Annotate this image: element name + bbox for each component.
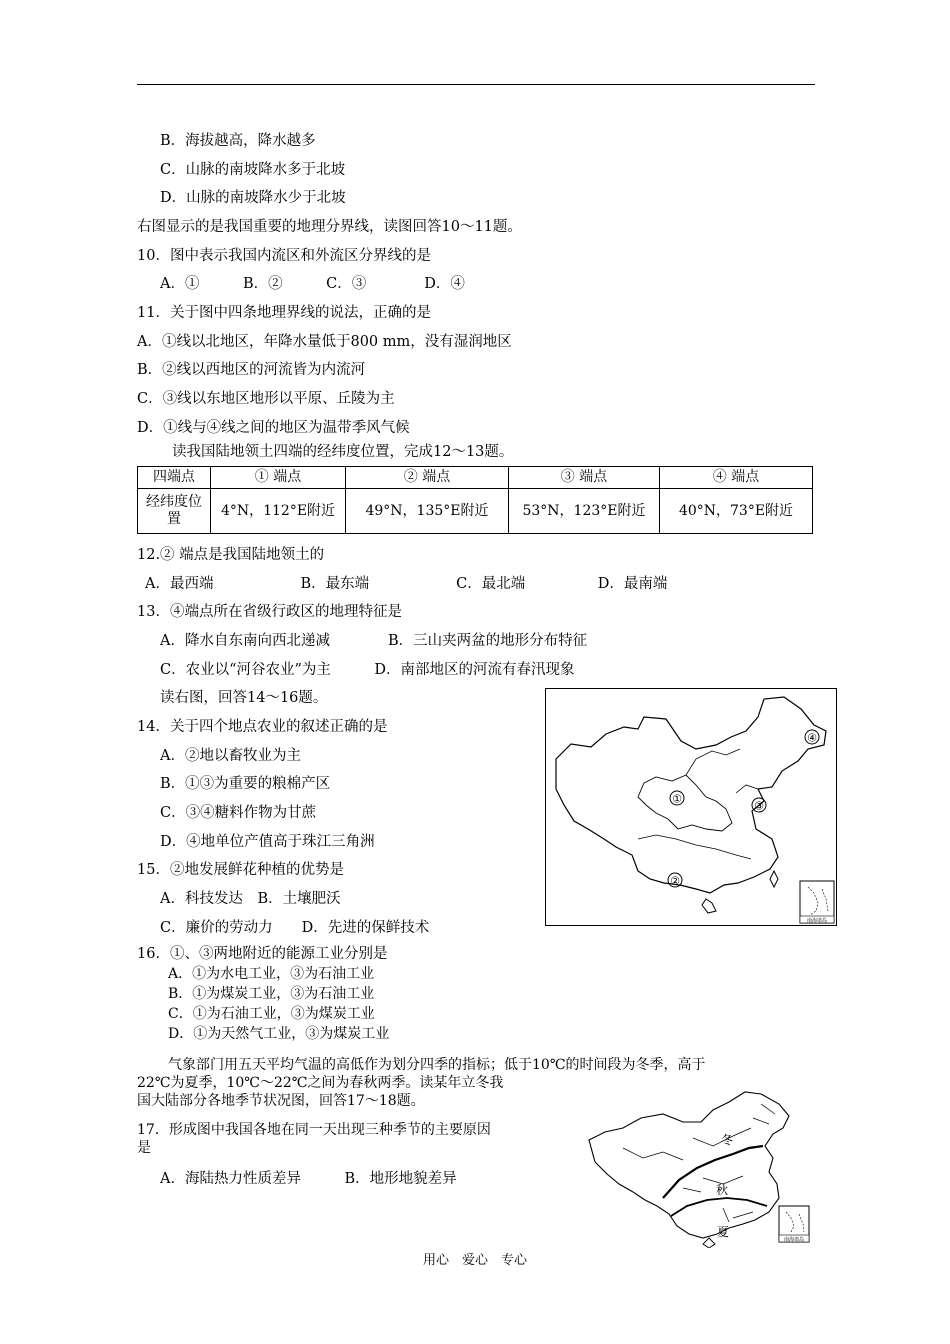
q14-option-b: B．①③为重要的粮棉产区	[160, 776, 331, 792]
intro-q10-11: 右图显示的是我国重要的地理分界线，读图回答10～11题。	[137, 219, 522, 235]
season-outline-map	[583, 1088, 815, 1248]
extremity-table	[137, 466, 813, 534]
table-header-cell: ① 端点	[211, 467, 346, 489]
point-4	[805, 730, 819, 745]
table-cell: 53°N，123°E附近	[509, 489, 660, 534]
q17-stem-line2: 是	[137, 1140, 151, 1156]
q12-stem: 12.② 端点是我国陆地领土的	[137, 547, 325, 563]
south-china-sea-inset	[779, 1206, 809, 1243]
china-outline-map	[546, 689, 836, 925]
svg-text:①: ①	[672, 792, 682, 806]
point-2	[668, 873, 682, 888]
q14-option-d: D．④地单位产值高于珠江三角洲	[160, 834, 375, 850]
point-3	[752, 798, 766, 813]
q17-options: A．海陆热力性质差异 B．地形地貌差异	[160, 1171, 457, 1187]
q11-option-b: B．②线以西地区的河流皆为内流河	[137, 362, 366, 378]
q11-stem: 11．关于图中四条地理界线的说法，正确的是	[137, 305, 431, 321]
china-map-points	[545, 688, 837, 926]
q16-option-c: C．①为石油工业，③为煤炭工业	[168, 1006, 375, 1022]
label-summer: 夏	[717, 1225, 730, 1239]
table-header-cell: ③ 端点	[509, 467, 660, 489]
svg-text:南海诸岛: 南海诸岛	[783, 1237, 805, 1243]
table-cell: 40°N，73°E附近	[660, 489, 813, 534]
svg-text:南海诸岛: 南海诸岛	[806, 918, 828, 924]
label-winter: 冬	[721, 1133, 734, 1147]
q13-options-cd: C．农业以“河谷农业”为主 D．南部地区的河流有春汛现象	[160, 662, 575, 678]
q15-stem: 15．②地发展鲜花种植的优势是	[137, 862, 344, 878]
q11-option-a: A．①线以北地区，年降水量低于800 mm，没有湿润地区	[137, 334, 512, 350]
q14-stem: 14．关于四个地点农业的叙述正确的是	[137, 719, 388, 735]
season-map	[583, 1088, 815, 1248]
q16-option-a: A．①为水电工业，③为石油工业	[168, 966, 375, 982]
q16-option-b: B．①为煤炭工业，③为石油工业	[168, 986, 375, 1002]
q16-option-d: D．①为天然气工业，③为煤炭工业	[168, 1026, 390, 1042]
q10-stem: 10．图中表示我国内流区和外流区分界线的是	[137, 248, 431, 264]
table-cell: 4°N，112°E附近	[211, 489, 346, 534]
q9-option-d: D．山脉的南坡降水少于北坡	[160, 190, 346, 206]
intro-q17-18-line1: 气象部门用五天平均气温的高低作为划分四季的指标；低于10℃的时间段为冬季，高于	[168, 1057, 706, 1073]
intro-q17-18-line3: 国大陆部分各地季节状况图，回答17～18题。	[137, 1093, 425, 1109]
label-autumn: 秋	[716, 1183, 729, 1197]
q14-option-c: C．③④糖料作物为甘蔗	[160, 805, 317, 821]
intro-q12-13: 读我国陆地领土四端的经纬度位置，完成12～13题。	[172, 444, 514, 460]
q10-options: A．① B．② C．③ D．④	[160, 276, 465, 292]
table-header-cell: 四端点	[138, 467, 211, 489]
intro-q14-16: 读右图，回答14～16题。	[160, 690, 328, 706]
table-row-label: 经纬度位置	[138, 489, 211, 534]
point-1	[670, 791, 684, 806]
table-header-cell: ② 端点	[346, 467, 509, 489]
intro-q17-18-line2: 22℃为夏季，10℃～22℃之间为春秋两季。读某年立冬我	[137, 1075, 504, 1091]
q17-stem-line1: 17．形成图中我国各地在同一天出现三种季节的主要原因	[137, 1122, 491, 1138]
q13-options-ab: A．降水自东南向西北递减 B．三山夹两盆的地形分布特征	[160, 633, 588, 649]
svg-text:③: ③	[754, 799, 764, 813]
q15-options-ab: A．科技发达 B．土壤肥沃	[160, 891, 341, 907]
svg-text:②: ②	[670, 874, 680, 888]
q9-option-c: C．山脉的南坡降水多于北坡	[160, 162, 346, 178]
q13-stem: 13．④端点所在省级行政区的地理特征是	[137, 604, 402, 620]
q14-option-a: A．②地以畜牧业为主	[160, 748, 301, 764]
q11-option-c: C．③线以东地区地形以平原、丘陵为主	[137, 391, 395, 407]
svg-text:④: ④	[807, 731, 817, 745]
table-cell: 49°N，135°E附近	[346, 489, 509, 534]
q16-stem: 16．①、③两地附近的能源工业分别是	[137, 946, 388, 962]
south-china-sea-inset	[800, 881, 834, 924]
q15-options-cd: C．廉价的劳动力 D．先进的保鲜技术	[160, 920, 430, 936]
header-rule	[137, 84, 815, 85]
q11-option-d: D．①线与④线之间的地区为温带季风气候	[137, 420, 410, 436]
q12-options: A．最西端 B．最东端 C．最北端 D．最南端	[145, 576, 668, 592]
q9-option-b: B．海拔越高，降水越多	[160, 133, 316, 149]
page-footer: 用心 爱心 专心	[422, 1253, 527, 1268]
table-header-cell: ④ 端点	[660, 467, 813, 489]
